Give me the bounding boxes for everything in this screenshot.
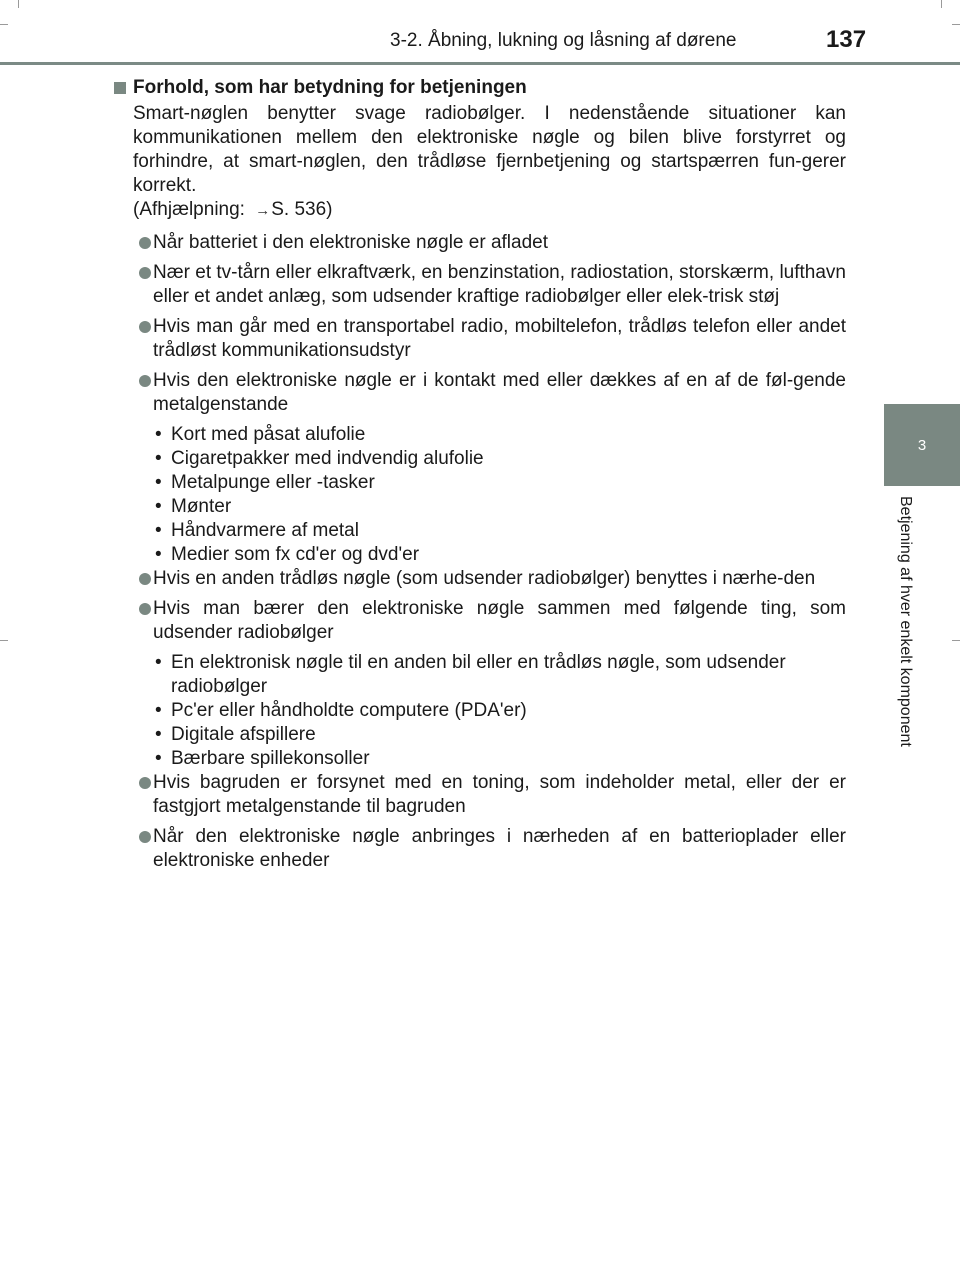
list-item-text: Hvis den elektroniske nøgle er i kontakt med eller dækkes af en af de føl-gende metalgenstande <box>153 370 846 415</box>
list-item-text: Nær et tv-tårn eller elkraftværk, en benzinstation, radiostation, storskærm, lufthavn eller et andet anlæg, som udsender kraftige radiobølger eller elek-trisk støj <box>153 262 846 307</box>
sub-list-item-text: En elektronisk nøgle til en anden bil eller en trådløs nøgle, som udsender radiobølger <box>171 652 786 697</box>
sub-list-item <box>153 543 846 567</box>
circle-bullet-icon <box>139 831 151 843</box>
sub-list-item-text: Pc'er eller håndholdte computere (PDA'er) <box>171 700 527 721</box>
reference-prefix: (Afhjælpning: <box>133 199 251 220</box>
dot-bullet-icon: • <box>155 448 162 469</box>
section-heading <box>114 76 846 100</box>
crop-mark <box>941 0 942 8</box>
list-item <box>114 231 846 255</box>
chapter-side-label: Betjening af hver enkelt komponent <box>897 496 914 747</box>
list-item <box>114 261 846 309</box>
arrow-right-icon: → <box>255 202 271 219</box>
circle-bullet-icon <box>139 777 151 789</box>
intro-text: Smart-nøglen benytter svage radiobølger. I nedenstående situationer kan kommunikationen mellem den elektroniske nøgle og bilen blive forstyrret og forhindre, at smart-nøglen, den trådløse fjernbetjening og startspærren fun-gerer korrekt. <box>133 103 846 196</box>
list-item-text: Når den elektroniske nøgle anbringes i nærheden af en batterioplader eller elektroniske enheder <box>153 826 846 871</box>
list-item-text: Hvis man bærer den elektroniske nøgle sammen med følgende ting, som udsender radiobølger <box>153 598 846 643</box>
dot-bullet-icon: • <box>155 472 162 493</box>
dot-bullet-icon: • <box>155 652 162 673</box>
sub-list-item <box>153 471 846 495</box>
chapter-number: 3 <box>917 436 927 454</box>
sub-list-item <box>153 447 846 471</box>
sub-list-item-text: Bærbare spillekonsoller <box>171 748 370 769</box>
sub-list-item-text: Medier som fx cd'er og dvd'er <box>171 544 420 565</box>
list-item-text: Hvis man går med en transportabel radio, mobiltelefon, trådløs telefon eller andet trådløst kommunikationsudstyr <box>153 316 846 361</box>
dot-bullet-icon: • <box>155 520 162 541</box>
list-item <box>114 369 846 417</box>
sub-list-item <box>153 495 846 519</box>
list-item-text: Når batteriet i den elektroniske nøgle er afladet <box>153 232 548 253</box>
sub-list-item-text: Håndvarmere af metal <box>171 520 359 541</box>
chapter-title: 3-2. Åbning, lukning og låsning af dørene <box>390 30 737 51</box>
chapter-tab <box>884 404 960 486</box>
dot-bullet-icon: • <box>155 748 162 769</box>
square-bullet-icon <box>114 82 126 94</box>
circle-bullet-icon <box>139 267 151 279</box>
list-item <box>114 825 846 873</box>
dot-bullet-icon: • <box>155 544 162 565</box>
sub-list-item <box>153 651 846 699</box>
sub-list-item-text: Kort med påsat alufolie <box>171 424 366 445</box>
list-item-text: Hvis en anden trådløs nøgle (som udsender radiobølger) benyttes i nærhe-den <box>153 568 816 589</box>
dot-bullet-icon: • <box>155 724 162 745</box>
crop-mark <box>0 640 8 641</box>
sub-list-item-text: Metalpunge eller -tasker <box>171 472 375 493</box>
reference-link[interactable]: S. 536) <box>271 199 333 220</box>
list-item <box>114 567 846 591</box>
circle-bullet-icon <box>139 603 151 615</box>
crop-mark <box>18 0 19 8</box>
crop-mark <box>0 24 8 25</box>
crop-mark <box>952 24 960 25</box>
dot-bullet-icon: • <box>155 424 162 445</box>
sub-list-item <box>153 723 846 747</box>
sub-list-item-text: Digitale afspillere <box>171 724 316 745</box>
dot-bullet-icon: • <box>155 700 162 721</box>
section-intro <box>114 102 846 223</box>
sub-list-item <box>153 519 846 543</box>
list-item <box>114 315 846 363</box>
sub-list-item <box>153 423 846 447</box>
list-item-text: Hvis bagruden er forsynet med en toning, som indeholder metal, eller der er fastgjort metalgenstande til bagruden <box>153 772 846 817</box>
circle-bullet-icon <box>139 573 151 585</box>
circle-bullet-icon <box>139 237 151 249</box>
crop-mark <box>952 640 960 641</box>
circle-bullet-icon <box>139 321 151 333</box>
sub-list-item-text: Mønter <box>171 496 232 517</box>
sub-list-item <box>153 699 846 723</box>
metal-objects-list <box>114 423 846 567</box>
reference-line <box>133 198 846 223</box>
condition-list <box>114 231 846 873</box>
list-item <box>114 771 846 819</box>
header-rule <box>0 62 960 65</box>
circle-bullet-icon <box>139 375 151 387</box>
section-heading-text: Forhold, som har betydning for betjeningen <box>133 77 527 98</box>
page-number: 137 <box>826 26 867 53</box>
list-item <box>114 597 846 645</box>
sub-list-item <box>153 747 846 771</box>
radio-devices-list <box>114 651 846 771</box>
page-content <box>114 76 846 879</box>
dot-bullet-icon: • <box>155 496 162 517</box>
sub-list-item-text: Cigaretpakker med indvendig alufolie <box>171 448 484 469</box>
